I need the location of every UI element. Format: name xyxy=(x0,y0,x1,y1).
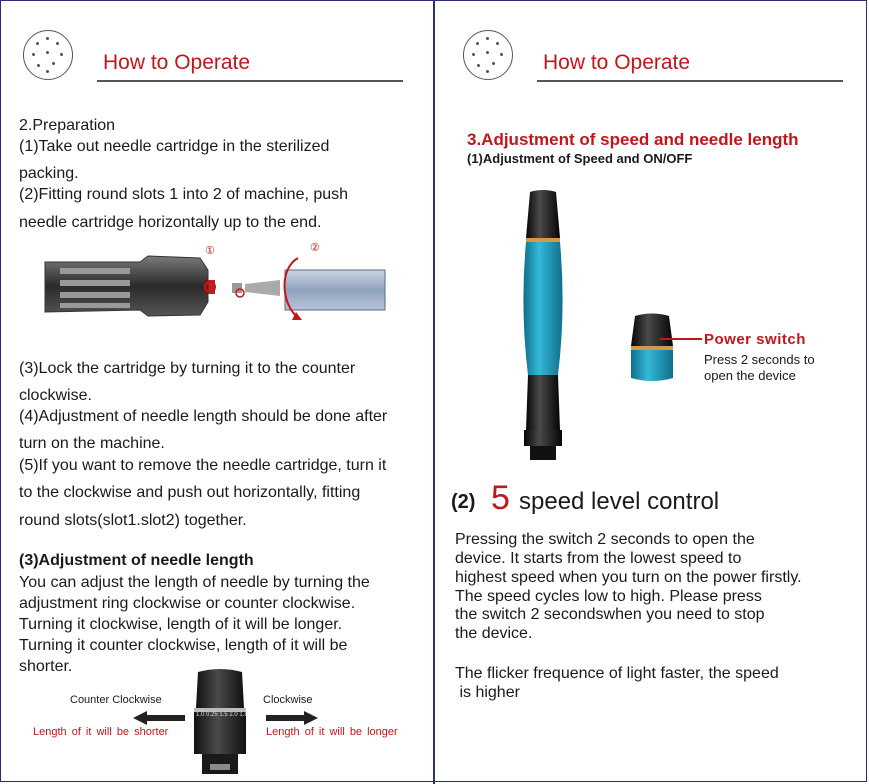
section-title: 3.Adjustment of speed and needle length xyxy=(467,130,799,149)
power-switch-desc: Press 2 seconds to xyxy=(704,352,815,367)
needle-line: adjustment ring clockwise or counter clockwise. xyxy=(19,595,356,612)
left-panel xyxy=(0,0,433,784)
counter-clockwise-label: Counter Clockwise xyxy=(70,694,162,706)
needle-line: Turning it clockwise, length of it will be longer. xyxy=(19,616,343,633)
power-switch-closeup xyxy=(627,312,677,384)
needle-line: shorter. xyxy=(19,658,73,675)
flicker-line: is higher xyxy=(455,684,520,701)
prep-line: packing. xyxy=(19,165,79,182)
lock-line: round slots(slot1.slot2) together. xyxy=(19,512,247,529)
right-header xyxy=(463,30,843,85)
dotted-circle-icon xyxy=(463,30,513,80)
speed-level-number: 5 xyxy=(491,479,510,517)
prep-line: (2)Fitting round slots 1 into 2 of machine, push xyxy=(19,186,349,203)
speed-body-line: the device. xyxy=(455,625,533,642)
adjustment-ring-illustration xyxy=(190,668,250,776)
lock-line: (4)Adjustment of needle length should be done after xyxy=(19,408,388,425)
longer-label: Length of it will be longer xyxy=(266,726,398,738)
arrow-left-icon xyxy=(133,711,185,725)
lock-line: (3)Lock the cartridge by turning it to the counter xyxy=(19,360,356,377)
speed-body-line: highest speed when you turn on the power firstly. xyxy=(455,569,802,586)
section-subtitle: (1)Adjustment of Speed and ON/OFF xyxy=(467,151,693,166)
page-title: How to Operate xyxy=(543,51,691,74)
needle-line: You can adjust the length of needle by turning the xyxy=(19,574,370,591)
header-rule xyxy=(537,80,843,82)
needle-length-title: (3)Adjustment of needle length xyxy=(19,552,254,569)
speed-prefix: (2) xyxy=(451,491,476,513)
dotted-circle-icon xyxy=(23,30,73,80)
speed-body-line: device. It starts from the lowest speed to xyxy=(455,550,742,567)
lock-line: turn on the machine. xyxy=(19,435,165,452)
prep-heading: 2.Preparation xyxy=(19,117,116,134)
power-switch-label: Power switch xyxy=(704,331,806,348)
power-switch-pointer xyxy=(660,338,702,340)
right-panel xyxy=(435,0,869,784)
speed-body-line: The speed cycles low to high. Please press xyxy=(455,588,762,605)
cartridge-illustration xyxy=(40,240,400,335)
needle-line: Turning it counter clockwise, length of it will be xyxy=(19,637,348,654)
page-title: How to Operate xyxy=(103,51,251,74)
shorter-label: Length of it will be shorter xyxy=(33,726,169,738)
header-rule xyxy=(97,80,403,82)
arrow-right-icon xyxy=(266,711,318,725)
lock-line: (5)If you want to remove the needle cartridge, turn it xyxy=(19,457,387,474)
prep-line: (1)Take out needle cartridge in the sterilized xyxy=(19,138,330,155)
clockwise-label: Clockwise xyxy=(263,694,313,706)
lock-line: clockwise. xyxy=(19,387,92,404)
left-header xyxy=(23,30,403,85)
speed-body-line: Pressing the switch 2 seconds to open the xyxy=(455,531,755,548)
pen-illustration xyxy=(518,190,568,462)
flicker-line: The flicker frequence of light faster, the speed xyxy=(455,665,779,682)
step-marker-1: ① xyxy=(205,245,215,257)
prep-line: needle cartridge horizontally up to the end. xyxy=(19,214,322,231)
power-switch-desc: open the device xyxy=(704,368,796,383)
speed-body-line: the switch 2 secondswhen you need to stop xyxy=(455,606,765,623)
ring-scale: 1.0 0.25 1.5 2.0 1.8 xyxy=(196,712,248,718)
speed-level-heading: speed level control xyxy=(519,488,720,515)
step-marker-2: ② xyxy=(310,242,320,254)
lock-line: to the clockwise and push out horizontally, fitting xyxy=(19,484,361,501)
